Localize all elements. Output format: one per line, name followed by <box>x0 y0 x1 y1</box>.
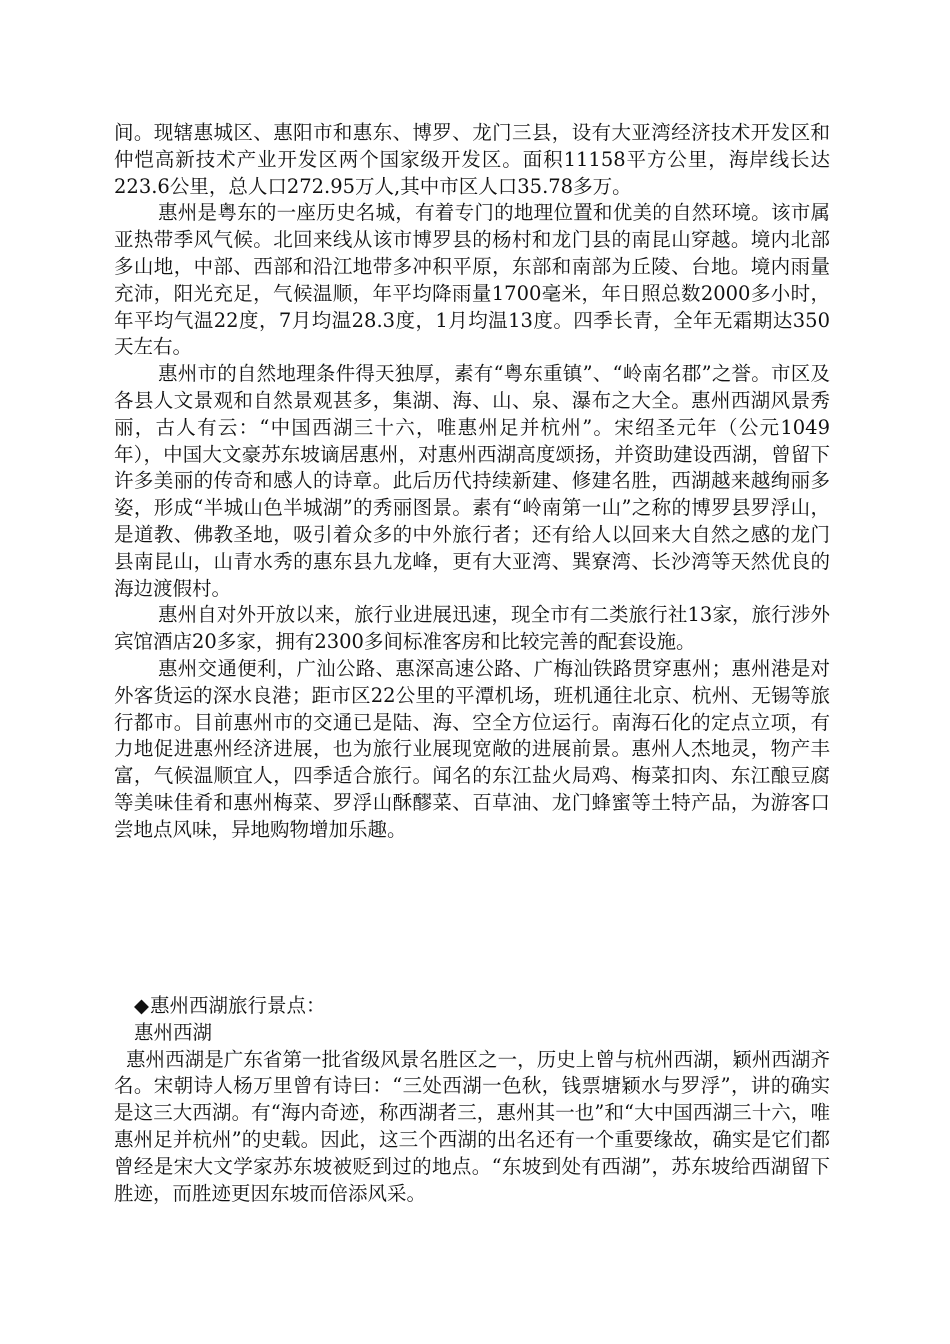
body-text <box>114 120 830 844</box>
paragraph-geography-climate: 惠州是粤东的一座历史名城，有着专门的地理位置和优美的自然环境。该市属亚热带季风气候。北回来线从该市博罗县的杨村和龙门县的南昆山穿越。境内北部多山地，中部、西部和沿江地带多冲积平原，东部和南部为丘陵、台地。境内雨量充沛，阳光充足，气候温顺，年平均降雨量1700毫米，年日照总数2000多小时，年平均气温22度，7月均温28.3度，1月均温13度。四季长青，全年无霜期达350天左右。 <box>114 201 830 359</box>
paragraph-continuation: 间。现辖惠城区、惠阳市和惠东、博罗、龙门三县，设有大亚湾经济技术开发区和仲恺高新技术产业开发区两个国家级开发区。面积11158平方公里，海岸线长达223.6公里，总人口272.95万人,其中市区人口35.78多万。 <box>114 121 830 198</box>
section-heading <box>114 993 830 1020</box>
section-paragraph: 惠州西湖是广东省第一批省级风景名胜区之一，历史上曾与杭州西湖，颖州西湖齐名。宋朝诗人杨万里曾有诗曰：“三处西湖一色秋，钱票塘颖水与罗浮”，讲的确实是这三大西湖。有“海内奇迹，称西湖者三，惠州其一也”和“大中国西湖三十六，唯惠州足并杭州”的史载。因此，这三个西湖的出名还有一个重要缘故，确实是它们都曾经是宋大文学家苏东坡被贬到过的地点。“东坡到处有西湖”，苏东坡给西湖留下胜迹，而胜迹更因东坡而倍添风采。 <box>114 1047 830 1205</box>
diamond-bullet-icon: ◆ <box>134 994 149 1017</box>
paragraph-natural-scenery: 惠州市的自然地理条件得天独厚，素有“粤东重镇”、“岭南名郡”之誉。市区及各县人文景观和自然景观甚多，集湖、海、山、泉、瀑布之大全。惠州西湖风景秀丽，古人有云：“中国西湖三十六，唯惠州足并杭州”。宋绍圣元年（公元1049年），中国大文豪苏东坡谪居惠州，对惠州西湖高度颂扬，并资助建设西湖，曾留下许多美丽的传奇和感人的诗章。此后历代持续新建、修建名胜，西湖越来越绚丽多姿，形成“半城山色半城湖”的秀丽图景。素有“岭南第一山”之称的博罗县罗浮山，是道教、佛教圣地，吸引着众多的中外旅行者；还有给人以回来大自然之感的龙门县南昆山，山青水秀的惠东县九龙峰，更有大亚湾、巽寮湾、长沙湾等天然优良的海边渡假村。 <box>114 362 830 600</box>
paragraph-tourism-industry: 惠州自对外开放以来，旅行业进展迅速，现全市有二类旅行社13家，旅行涉外宾馆酒店20多家，拥有2300多间标准客房和比较完善的配套设施。 <box>114 603 830 654</box>
paragraph-transportation: 惠州交通便利，广汕公路、惠深高速公路、广梅汕铁路贯穿惠州；惠州港是对外客货运的深水良港；距市区22公里的平潭机场，班机通往北京、杭州、无锡等旅行都市。目前惠州市的交通已是陆、海、空全方位运行。南海石化的定点立项，有力地促进惠州经济进展，也为旅行业展现宽敞的进展前景。惠州人杰地灵，物产丰富，气候温顺宜人，四季适合旅行。闻名的东江盐火局鸡、梅菜扣肉、东江酿豆腐等美味佳肴和惠州梅菜、罗浮山酥醪菜、百草油、龙门蜂蜜等土特产品，为游客口尝地点风味，异地购物增加乐趣。 <box>114 656 830 841</box>
west-lake-section <box>114 993 830 1207</box>
section-heading-text: 惠州西湖旅行景点： <box>150 994 326 1017</box>
section-subtitle: 惠州西湖 <box>134 1020 213 1044</box>
